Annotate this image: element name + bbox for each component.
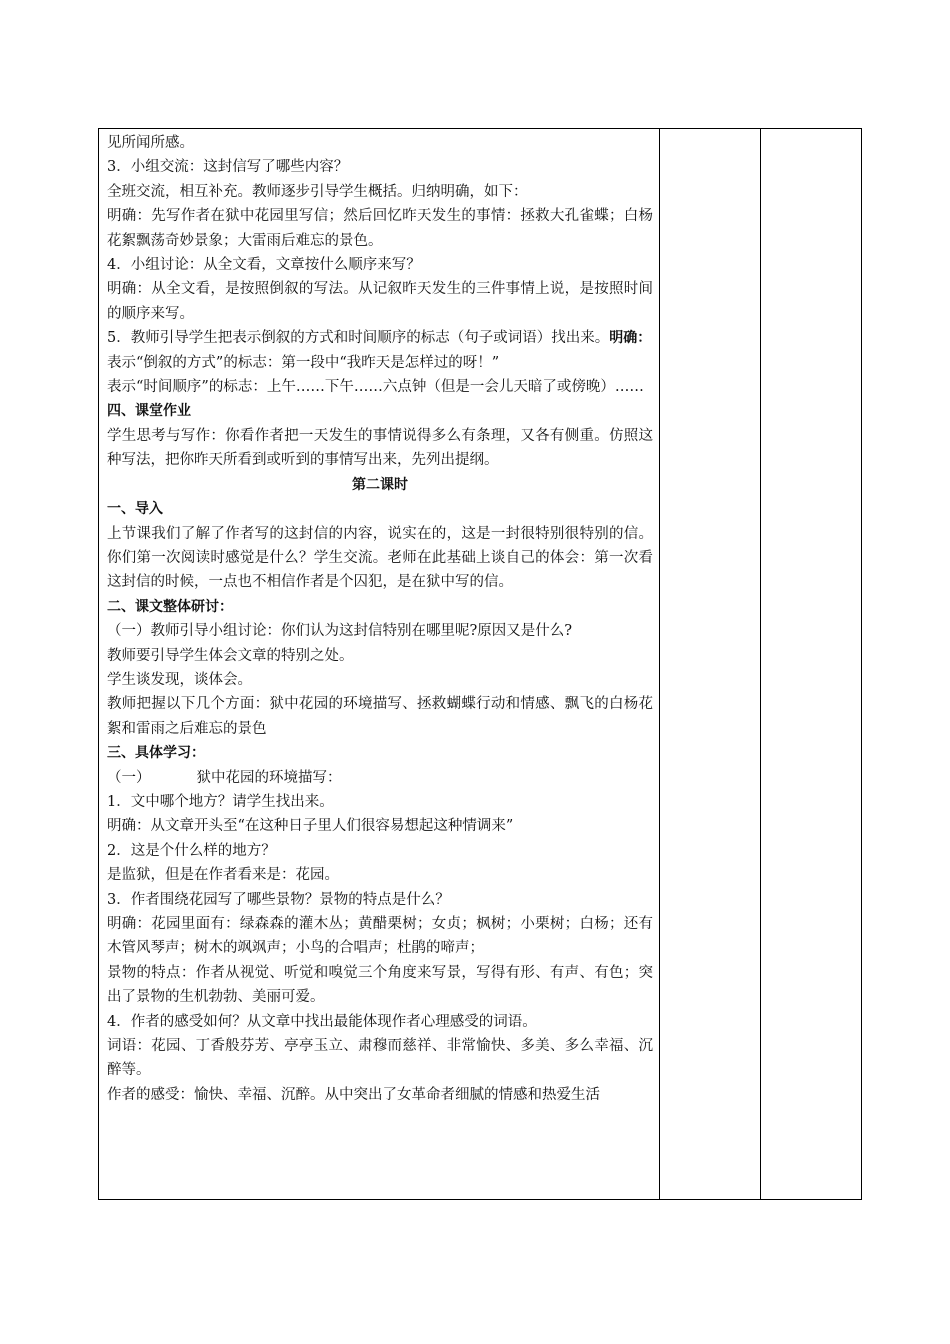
paragraph: 见所闻所感。 <box>107 135 194 151</box>
section-heading: 四、课堂作业 <box>107 403 191 420</box>
paragraph: 是监狱，但是在作者看来是：花园。 <box>107 867 339 884</box>
paragraph: 词语：花园、丁香般芬芳、亭亭玉立、肃穆而慈祥、非常愉快、多美、多么幸福、沉醉等。 <box>107 1038 653 1079</box>
paragraph: 学生谈发现，谈体会。 <box>107 671 252 688</box>
empty-column-cell <box>660 129 761 1200</box>
paragraph: 教师要引导学生体会文章的特别之处。 <box>107 647 354 664</box>
section-heading: 三、具体学习： <box>107 745 205 762</box>
lesson-content <box>99 129 659 1107</box>
paragraph: 3．小组交流：这封信写了哪些内容？ <box>107 159 349 176</box>
lesson-plan-table <box>98 128 862 1200</box>
paragraph: 4．小组讨论：从全文看，文章按什么顺序来写？ <box>107 257 421 274</box>
bold-answer-label: 明确： <box>609 330 652 347</box>
paragraph: 上节课我们了解了作者写的这封信的内容，说实在的，这是一封很特别很特别的信。你们第一次阅读时感觉是什么？学生交流。老师在此基础上谈自己的体会：第一次看这封信的时候，一点也不相信作者是个囚犯，是在狱中写的信。 <box>107 525 653 591</box>
paragraph: 4．作者的感受如何？从文章中找出最能体现作者心理感受的词语。 <box>107 1013 537 1030</box>
paragraph: 表示“倒叙的方式”的标志：第一段中“我昨天是怎样过的呀！” <box>107 354 500 371</box>
section-heading: 二、课文整体研讨： <box>107 598 233 615</box>
lesson-period-title: 第二课时 <box>352 476 408 493</box>
subsection-title: 狱中花园的环境描写： <box>196 769 342 786</box>
paragraph <box>107 766 653 790</box>
subsection-number: （一） <box>107 769 151 786</box>
empty-column-cell <box>761 129 862 1200</box>
lesson-content-cell <box>99 129 660 1200</box>
paragraph: 教师把握以下几个方面：狱中花园的环境描写、拯救蝴蝶行动和情感、飘飞的白杨花絮和雷雨之后难忘的景色 <box>107 696 653 737</box>
paragraph: 作者的感受：愉快、幸福、沉醉。从中突出了女革命者细腻的情感和热爱生活 <box>107 1086 600 1103</box>
paragraph: 全班交流，相互补充。教师逐步引导学生概括。归纳明确，如下： <box>107 183 528 200</box>
paragraph: （一）教师引导小组讨论：你们认为这封信特别在哪里呢?原因又是什么? <box>107 623 573 640</box>
paragraph: 表示“时间顺序”的标志：上午……下午……六点钟（但是一会儿天暗了或傍晚）…… <box>107 379 644 396</box>
paragraph: 景物的特点：作者从视觉、听觉和嗅觉三个角度来写景，写得有形、有声、有色；突出了景物的生机勃勃、美丽可爱。 <box>107 964 653 1006</box>
paragraph: 明确：从全文看，是按照倒叙的写法。从记叙昨天发生的三件事情上说，是按照时间的顺序来写。 <box>107 281 653 322</box>
paragraph: 学生思考与写作：你看作者把一天发生的事情说得多么有条理，又各有侧重。仿照这种写法，把你昨天所看到或听到的事情写出来，先列出提纲。 <box>107 427 653 469</box>
paragraph: 明确：先写作者在狱中花园里写信；然后回忆昨天发生的事情：拯救大孔雀蝶；白杨花絮飘荡奇妙景象；大雷雨后难忘的景色。 <box>107 208 653 249</box>
paragraph: 明确：从文章开头至“在这种日子里人们很容易想起这种情调来” <box>107 818 514 835</box>
paragraph <box>107 326 653 350</box>
paragraph: 2．这是个什么样的地方？ <box>107 842 276 859</box>
paragraph: 1．文中哪个地方？请学生找出来。 <box>107 793 334 810</box>
paragraph: 3．作者围绕花园写了哪些景物？景物的特点是什么？ <box>107 891 450 908</box>
paragraph-text: 5．教师引导学生把表示倒叙的方式和时间顺序的标志（句子或词语）找出来。 <box>107 330 610 347</box>
section-heading: 一、导入 <box>107 501 163 518</box>
paragraph: 明确：花园里面有：绿森森的灌木丛；黄醋栗树；女贞；枫树；小栗树；白杨；还有木管风琴声；树木的飒飒声；小鸟的合唱声；杜鹃的啼声； <box>107 916 653 957</box>
